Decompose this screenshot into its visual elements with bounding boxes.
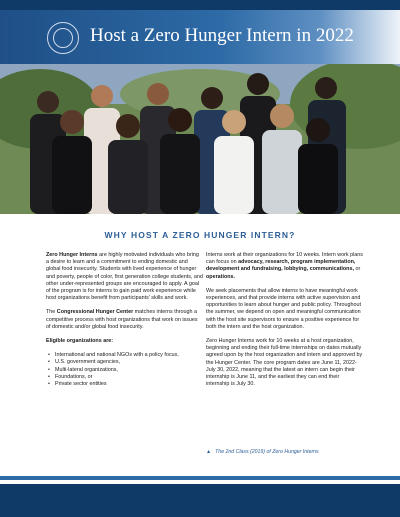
- photo-caption: ▲ The 2nd Class (2019) of Zero Hunger Interns: [206, 449, 319, 455]
- header-banner: [0, 10, 400, 64]
- work-plan-paragraph: Interns work at their organizations for 10 weeks. Intern work plans can focus on advocacy, research, program implementation, development and fundraising, lobbying, communications, or operations.: [206, 252, 364, 280]
- page-title: Host a Zero Hunger Intern in 2022: [90, 25, 354, 46]
- placement-paragraph: We seek placements that allow interns to have meaningful work experiences, and that provide interns with active supervision and opportunities to learn about hunger and public policy. Throughout the summer, we depend on open and meaningful communication with the host site supervisors to ensure a positive experience for both the intern and the host organization.: [206, 287, 362, 330]
- right-column: [206, 252, 364, 395]
- eligible-list: [46, 352, 203, 388]
- matching-paragraph: The Congressional Hunger Center matches interns through a competitive process with host organizations that work on issues of domestic and/or global food insecurity.: [46, 309, 198, 330]
- footer-band: [0, 484, 400, 517]
- list-item: • U.S. government agencies,: [46, 359, 203, 366]
- group-photo: [0, 64, 400, 214]
- dates-paragraph: Zero Hunger Interns work for 10 weeks at a host organization, beginning and ending their full-time internships on dates mutually agreed upon by the host organization and intern and approved by the Hunger Center. The core program dates are June 11, 2022-July 30, 2022, meaning that the latest an intern can begin their internship is June 11, and the earliest they can end their internship is July 30.: [206, 338, 363, 388]
- triangle-up-icon: ▲: [206, 449, 212, 455]
- top-band: [0, 0, 400, 10]
- section-heading: WHY HOST A ZERO HUNGER INTERN?: [104, 230, 296, 240]
- list-item: • Private sector entities: [46, 381, 203, 388]
- list-item: • Foundations, or: [46, 374, 203, 381]
- intro-paragraph: Zero Hunger Interns are highly motivated individuals who bring a desire to learn and a commitment to ending domestic and global food insecurity. Students with lived experience of hunger and poverty, people of color, first generation college students, and other under-represented groups are encouraged to apply. A goal of the program is for interns to gain paid work experience while host organizations benefit from participants' skills and work.: [46, 252, 203, 302]
- list-item: • Multi-lateral organizations,: [46, 367, 203, 374]
- footer-stripe: [0, 476, 400, 480]
- list-item: • International and national NGOs with a policy focus,: [46, 352, 203, 359]
- organization-seal-icon: [47, 22, 79, 54]
- eligible-heading: Eligible organizations are:: [46, 338, 114, 345]
- left-column: [46, 252, 203, 388]
